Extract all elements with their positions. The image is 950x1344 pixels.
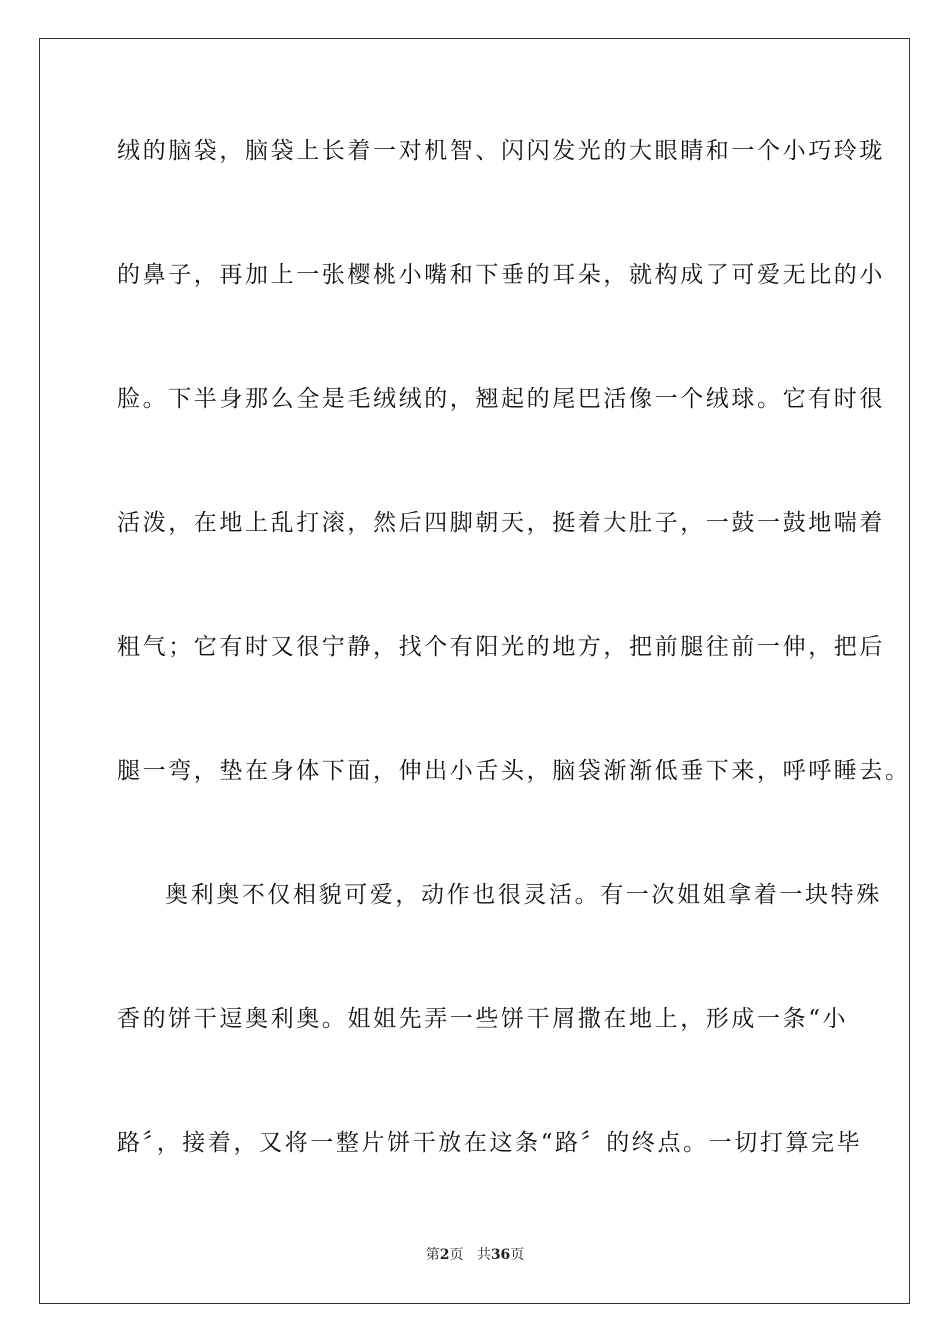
text-line: 路〞，接着，又将一整片饼干放在这条“路〞的终点。一切打算完毕 bbox=[117, 1130, 863, 1156]
page-border bbox=[39, 38, 910, 1304]
text-line: 脸。下半身那么全是毛绒绒的，翘起的尾巴活像一个绒球。它有时很 bbox=[117, 386, 885, 412]
page-number-footer bbox=[0, 1246, 950, 1264]
text-line: 的鼻子，再加上一张樱桃小嘴和下垂的耳朵，就构成了可爱无比的小 bbox=[117, 262, 885, 288]
total-pages-number: 36 bbox=[490, 1247, 511, 1263]
text-line: 香的饼干逗奥利奥。姐姐先弄一些饼干屑撒在地上，形成一条“小 bbox=[117, 1006, 849, 1032]
page-suffix: 页 bbox=[449, 1247, 464, 1263]
total-prefix: 共 bbox=[476, 1247, 491, 1263]
text-line: 粗气；它有时又很宁静，找个有阳光的地方，把前腿往前一伸，把后 bbox=[117, 634, 885, 660]
text-line: 活泼，在地上乱打滚，然后四脚朝天，挺着大肚子，一鼓一鼓地喘着 bbox=[117, 510, 885, 536]
total-suffix: 页 bbox=[510, 1247, 525, 1263]
current-page-number: 2 bbox=[439, 1247, 450, 1263]
page-prefix: 第 bbox=[425, 1247, 440, 1263]
text-line: 绒的脑袋，脑袋上长着一对机智、闪闪发光的大眼睛和一个小巧玲珑 bbox=[117, 138, 885, 164]
paragraph-first-line: 奥利奥不仅相貌可爱，动作也很灵活。有一次姐姐拿着一块特殊 bbox=[165, 882, 882, 908]
text-line: 腿一弯，垫在身体下面，伸出小舌头，脑袋渐渐低垂下来，呼呼睡去。 bbox=[117, 758, 911, 784]
